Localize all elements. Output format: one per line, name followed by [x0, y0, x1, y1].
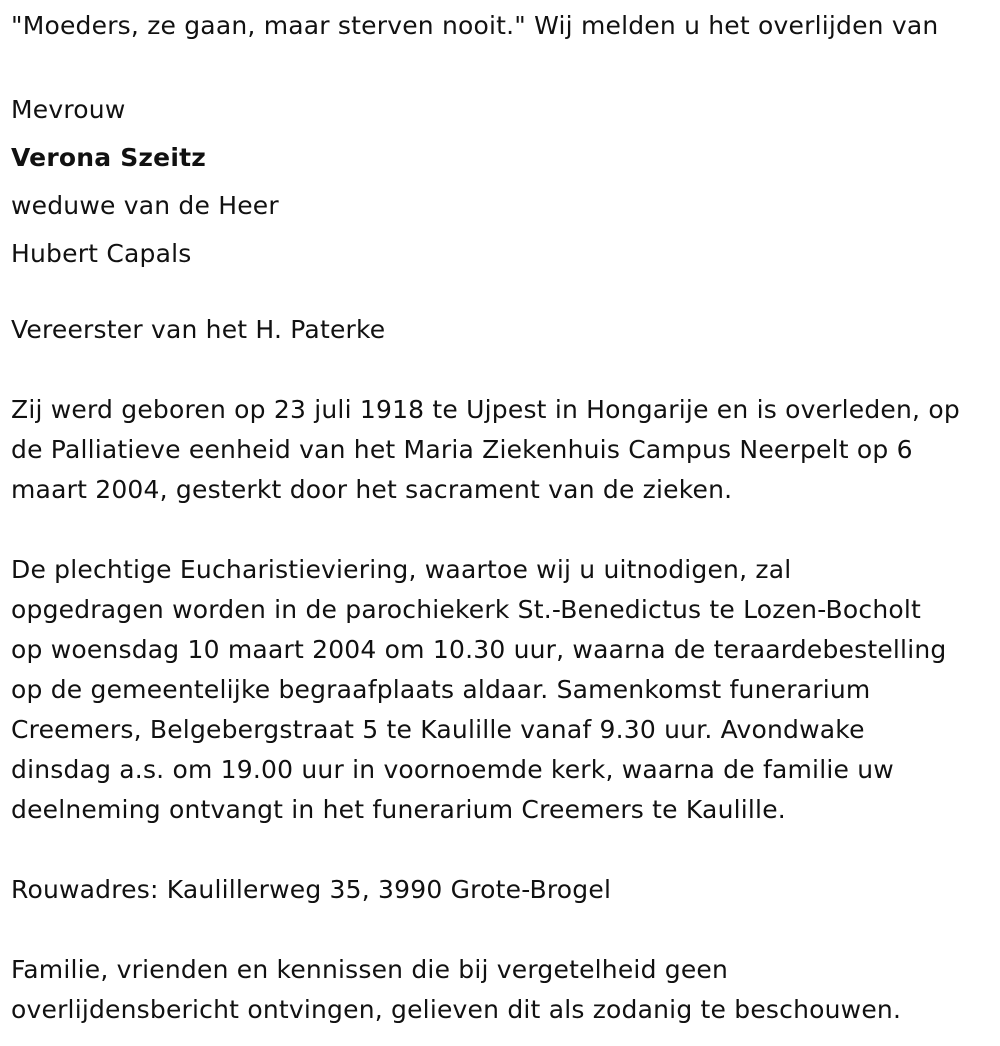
ceremony-paragraph: De plechtige Eucharistieviering, waartoe wij u uitnodigen, zal opgedragen worden in de parochiekerk St.-Benedictus te Lozen-Bocholt op woensdag 10 maart 2004 om 10.30 uur, waarna de teraardebestelling op de gemeentelijke begraafplaats aldaar. Samenkomst funerarium Creemers, Belgebergstraat 5 te Kaulille vanaf 9.30 uur. Avondwake dinsdag a.s. om 19.00 uur in voornoemde kerk, waarna de familie uw deelneming ontvangt in het funerarium Creemers te Kaulille.: [11, 555, 947, 824]
widow-of-label: weduwe van de Heer: [11, 191, 279, 220]
deceased-block: [11, 86, 279, 278]
intro-quote: "Moeders, ze gaan, maar sterven nooit." Wij melden u het overlijden van: [11, 11, 939, 40]
birth-death-paragraph: Zij werd geboren op 23 juli 1918 te Ujpest in Hongarije en is overleden, op de Palliatieve eenheid van het Maria Ziekenhuis Campus Neerpelt op 6 maart 2004, gesterkt door het sacrament van de zieken.: [11, 395, 960, 504]
mourning-address: Rouwadres: Kaulillerweg 35, 3990 Grote-Brogel: [11, 875, 612, 904]
deceased-name: Verona Szeitz: [11, 143, 206, 172]
honorary-title: Vereerster van het H. Paterke: [11, 315, 386, 344]
salutation: Mevrouw: [11, 95, 126, 124]
spouse-name: Hubert Capals: [11, 239, 192, 268]
family-note: Familie, vrienden en kennissen die bij vergetelheid geen overlijdensbericht ontvingen, gelieven dit als zodanig te beschouwen.: [11, 955, 902, 1024]
